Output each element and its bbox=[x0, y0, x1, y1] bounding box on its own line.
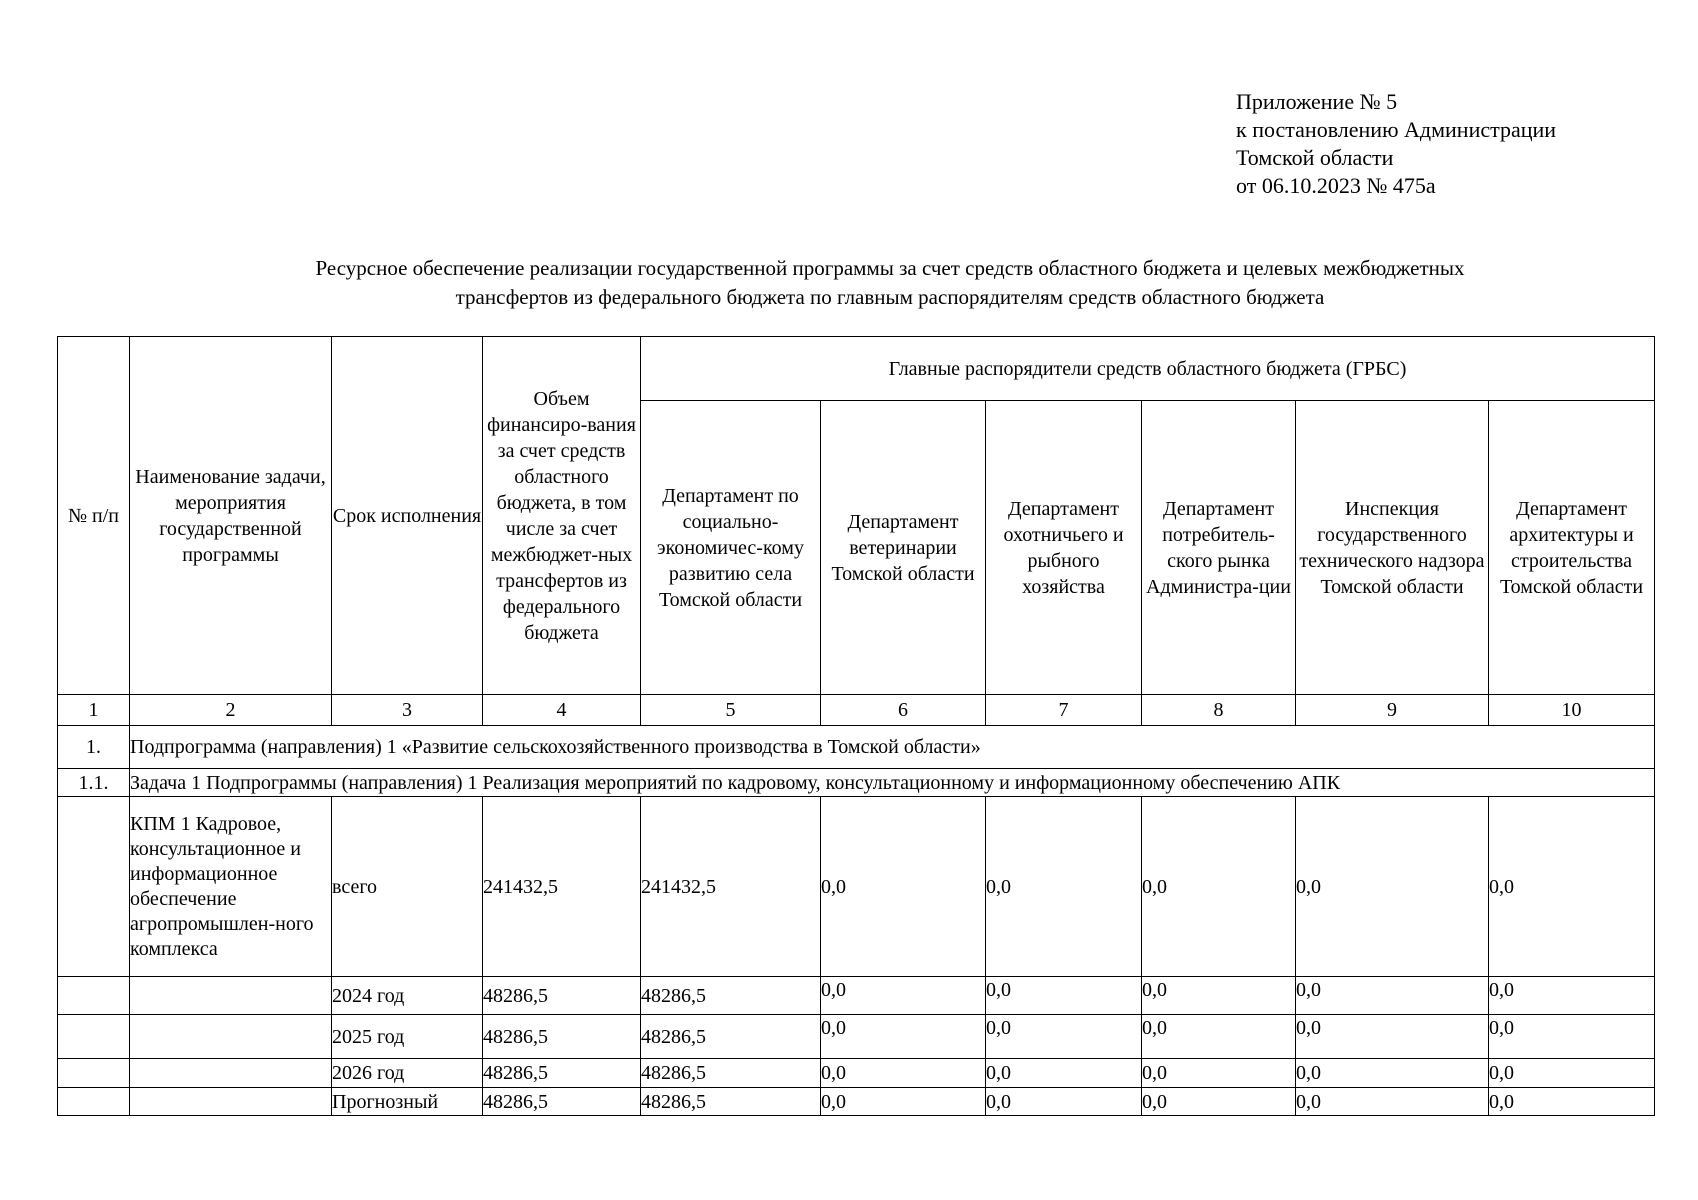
col-number: 3 bbox=[332, 695, 483, 726]
row-num bbox=[58, 1088, 130, 1116]
value-cell: 0,0 bbox=[1296, 1015, 1489, 1059]
resource-table bbox=[57, 336, 1655, 1116]
value-cell: 0,0 bbox=[1296, 1088, 1489, 1116]
value-cell: 48286,5 bbox=[641, 977, 821, 1015]
row-term: 2025 год bbox=[332, 1015, 483, 1059]
col-number: 7 bbox=[986, 695, 1142, 726]
col-number: 8 bbox=[1142, 695, 1296, 726]
table-row bbox=[58, 977, 1655, 1015]
header-name: Наименование задачи, мероприятия государственной программы bbox=[130, 337, 332, 695]
value-cell: 48286,5 bbox=[641, 1088, 821, 1116]
document-title bbox=[150, 254, 1630, 312]
table-row bbox=[58, 1059, 1655, 1088]
appendix-line-4: от 06.10.2023 № 475а bbox=[1236, 173, 1436, 198]
header-inspection: Инспекция государственного технического надзора Томской области bbox=[1296, 401, 1489, 695]
column-numbers-row bbox=[58, 695, 1655, 726]
value-cell: 0,0 bbox=[986, 1059, 1142, 1088]
header-term: Срок исполнения bbox=[332, 337, 483, 695]
value-cell: 241432,5 bbox=[483, 797, 641, 977]
row-term: 2026 год bbox=[332, 1059, 483, 1088]
row-num bbox=[58, 1059, 130, 1088]
value-cell: 0,0 bbox=[821, 1088, 986, 1116]
row-name bbox=[130, 1059, 332, 1088]
table-row bbox=[58, 1015, 1655, 1059]
header-grbs: Главные распорядители средств областного бюджета (ГРБС) bbox=[641, 337, 1655, 401]
value-cell: 48286,5 bbox=[641, 1015, 821, 1059]
value-cell: 0,0 bbox=[986, 797, 1142, 977]
subprogram-title: Подпрограмма (направления) 1 «Развитие сельскохозяйственного производства в Томской области» bbox=[130, 726, 1655, 769]
row-term: Прогнозный bbox=[332, 1088, 483, 1116]
header-dept-agro: Департамент по социально-экономичес-кому развитию села Томской области bbox=[641, 401, 821, 695]
value-cell: 0,0 bbox=[821, 1059, 986, 1088]
col-number: 5 bbox=[641, 695, 821, 726]
title-line-2: трансфертов из федерального бюджета по главным распорядителям средств областного бюджета bbox=[455, 285, 1325, 309]
value-cell: 0,0 bbox=[986, 1015, 1142, 1059]
title-line-1: Ресурсное обеспечение реализации государственной программы за счет средств областного бюджета и целевых межбюджетных bbox=[315, 256, 1465, 280]
header-row-1 bbox=[58, 337, 1655, 401]
col-number: 10 bbox=[1489, 695, 1655, 726]
value-cell: 48286,5 bbox=[483, 1059, 641, 1088]
value-cell: 0,0 bbox=[821, 1015, 986, 1059]
value-cell: 0,0 bbox=[821, 977, 986, 1015]
value-cell: 0,0 bbox=[1142, 1059, 1296, 1088]
task-num: 1.1. bbox=[58, 769, 130, 797]
value-cell: 0,0 bbox=[1142, 977, 1296, 1015]
subprogram-row bbox=[58, 726, 1655, 769]
row-name bbox=[130, 1015, 332, 1059]
table-row bbox=[58, 797, 1655, 977]
value-cell: 0,0 bbox=[986, 977, 1142, 1015]
value-cell: 0,0 bbox=[1142, 797, 1296, 977]
col-number: 4 bbox=[483, 695, 641, 726]
row-term: 2024 год bbox=[332, 977, 483, 1015]
row-num bbox=[58, 797, 130, 977]
value-cell: 0,0 bbox=[1142, 1015, 1296, 1059]
value-cell: 48286,5 bbox=[641, 1059, 821, 1088]
value-cell: 0,0 bbox=[1489, 1088, 1655, 1116]
appendix-line-1: Приложение № 5 bbox=[1236, 89, 1398, 114]
header-volume: Объем финансиро-вания за счет средств областного бюджета, в том числе за счет межбюджет-ных трансфертов из федерального бюджета bbox=[483, 337, 641, 695]
appendix-block bbox=[1236, 88, 1556, 200]
task-row bbox=[58, 769, 1655, 797]
row-name bbox=[130, 1088, 332, 1116]
header-dept-consumer: Департамент потребитель-ского рынка Администра-ции bbox=[1142, 401, 1296, 695]
value-cell: 0,0 bbox=[1489, 797, 1655, 977]
col-number: 1 bbox=[58, 695, 130, 726]
row-term: всего bbox=[332, 797, 483, 977]
value-cell: 0,0 bbox=[1489, 977, 1655, 1015]
row-num bbox=[58, 1015, 130, 1059]
subprogram-num: 1. bbox=[58, 726, 130, 769]
appendix-line-3: Томской области bbox=[1236, 145, 1394, 170]
header-dept-arch: Департамент архитектуры и строительства Томской области bbox=[1489, 401, 1655, 695]
task-title: Задача 1 Подпрограммы (направления) 1 Реализация мероприятий по кадровому, консультационному и информационному обеспечению АПК bbox=[130, 769, 1655, 797]
row-num bbox=[58, 977, 130, 1015]
value-cell: 0,0 bbox=[1142, 1088, 1296, 1116]
appendix-line-2: к постановлению Администрации bbox=[1236, 117, 1557, 142]
value-cell: 0,0 bbox=[1489, 1059, 1655, 1088]
value-cell: 0,0 bbox=[1296, 1059, 1489, 1088]
header-num: № п/п bbox=[58, 337, 130, 695]
value-cell: 241432,5 bbox=[641, 797, 821, 977]
value-cell: 0,0 bbox=[986, 1088, 1142, 1116]
value-cell: 48286,5 bbox=[483, 1088, 641, 1116]
value-cell: 48286,5 bbox=[483, 977, 641, 1015]
value-cell: 0,0 bbox=[1296, 797, 1489, 977]
header-dept-hunt: Департамент охотничьего и рыбного хозяйства bbox=[986, 401, 1142, 695]
col-number: 6 bbox=[821, 695, 986, 726]
value-cell: 0,0 bbox=[1489, 1015, 1655, 1059]
header-dept-vet: Департамент ветеринарии Томской области bbox=[821, 401, 986, 695]
col-number: 2 bbox=[130, 695, 332, 726]
value-cell: 0,0 bbox=[1296, 977, 1489, 1015]
value-cell: 48286,5 bbox=[483, 1015, 641, 1059]
value-cell: 0,0 bbox=[821, 797, 986, 977]
table-row bbox=[58, 1088, 1655, 1116]
kpm-name: КПМ 1 Кадровое, консультационное и информационное обеспечение агропромышлен-ного комплекса bbox=[130, 797, 332, 977]
col-number: 9 bbox=[1296, 695, 1489, 726]
row-name bbox=[130, 977, 332, 1015]
